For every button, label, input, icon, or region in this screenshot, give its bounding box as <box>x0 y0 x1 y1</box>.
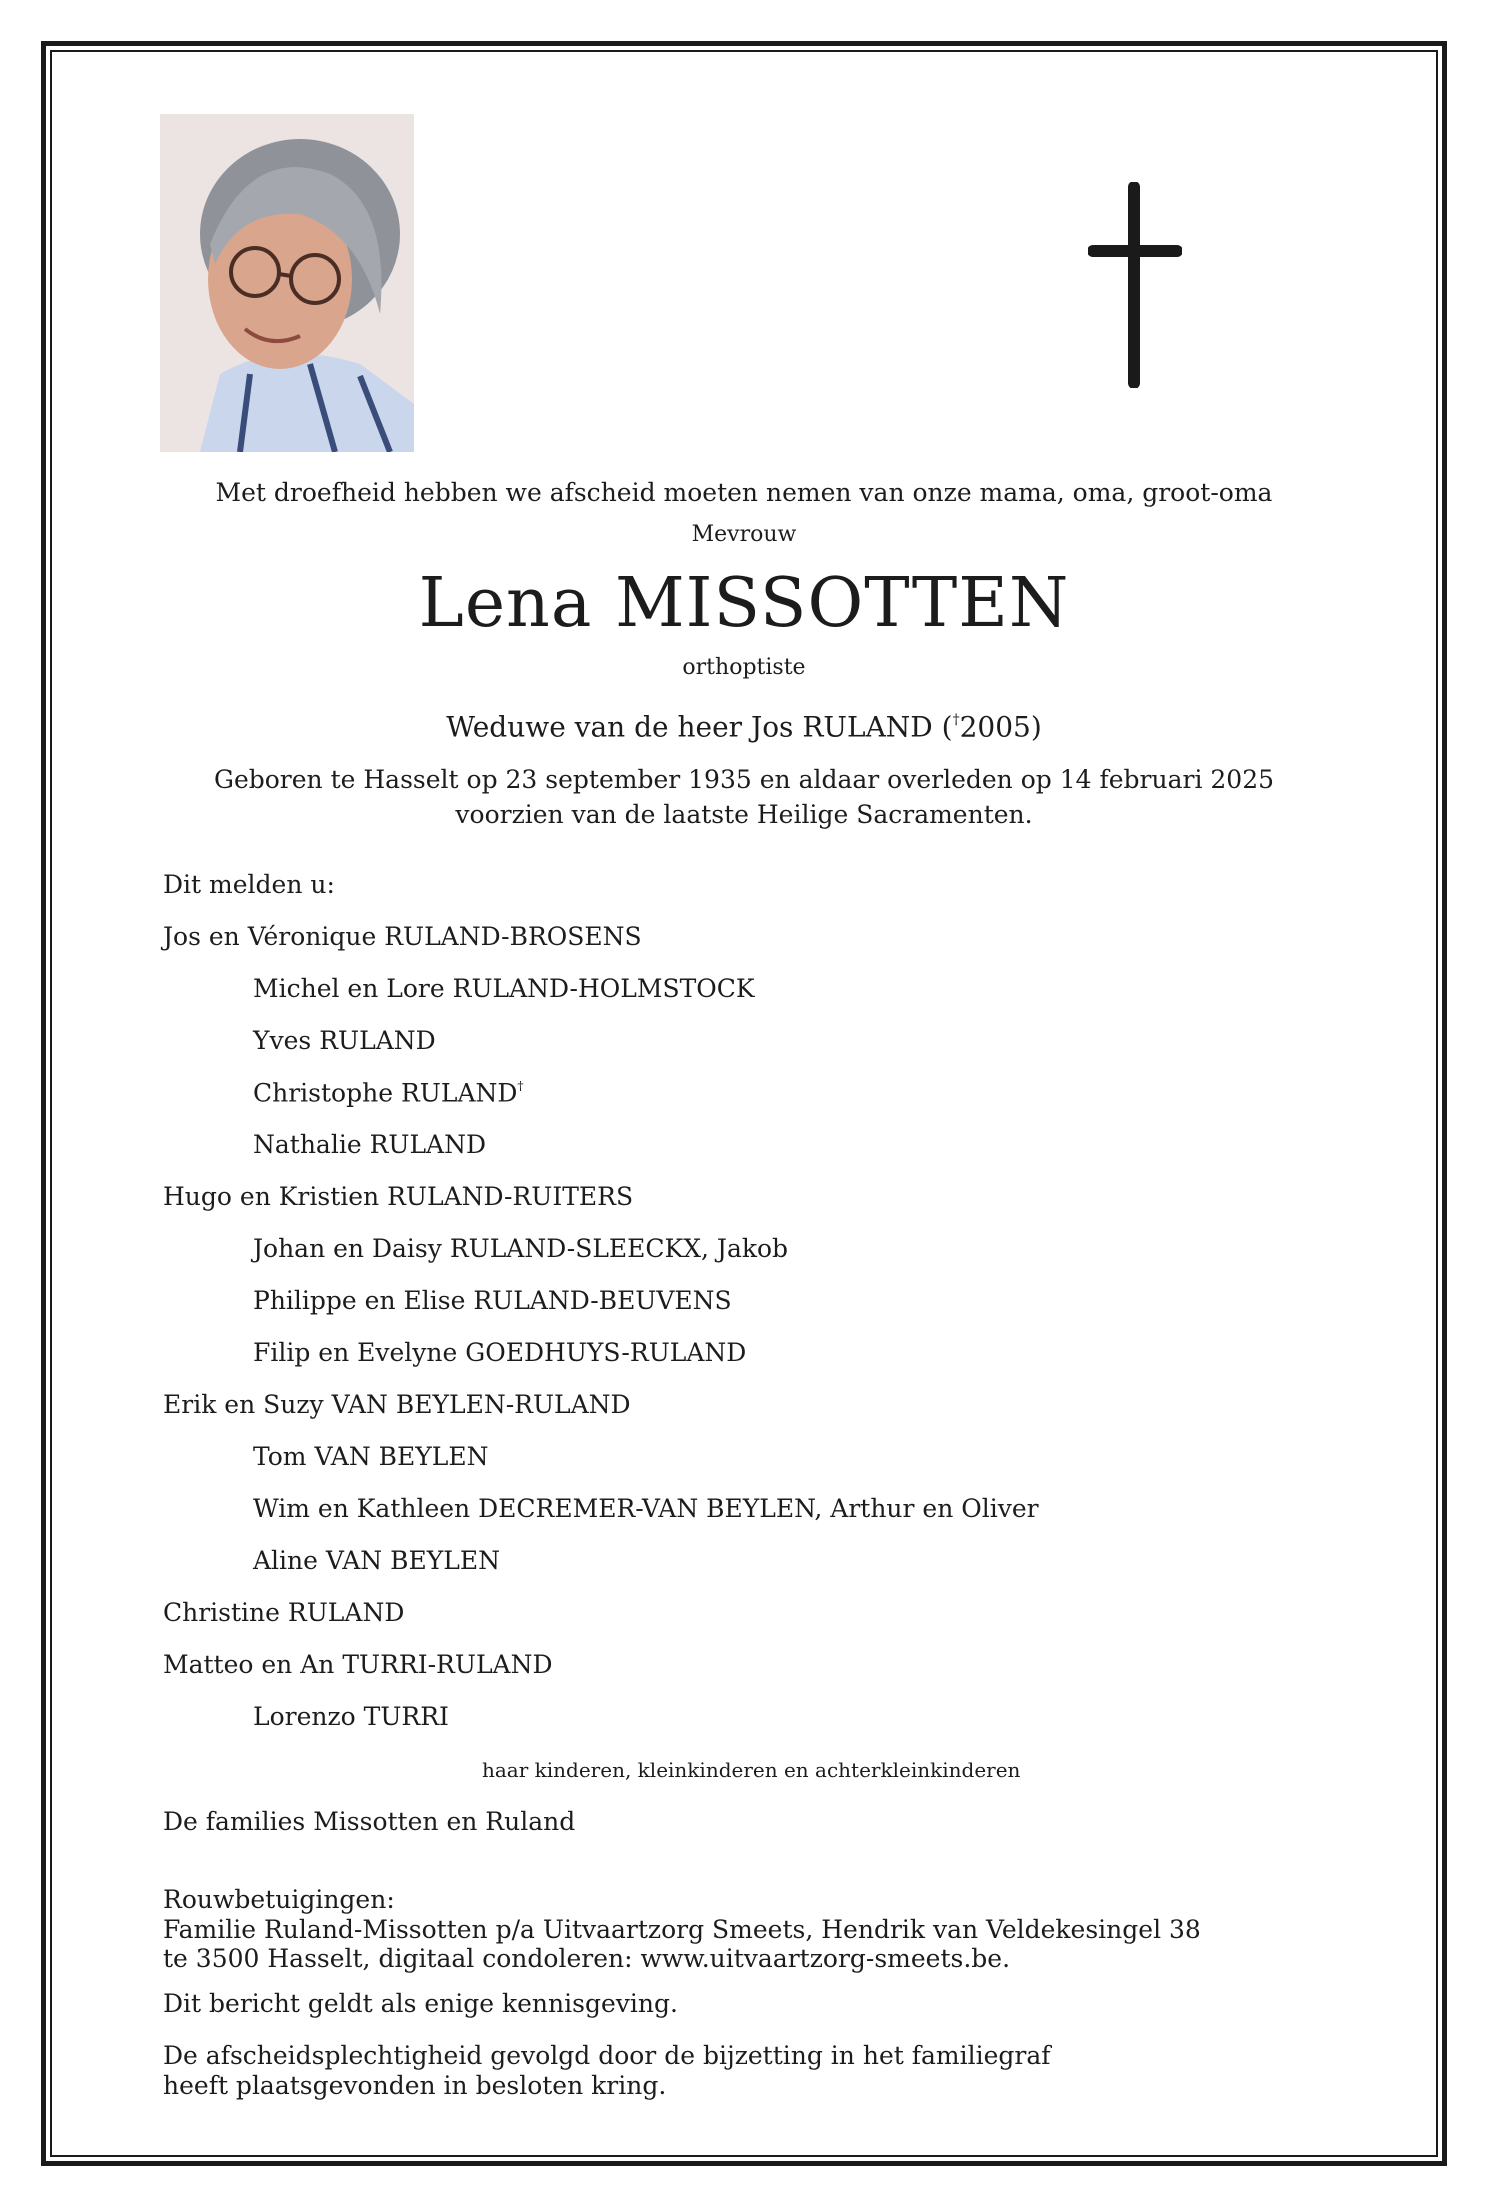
intro-text: Met droefheid hebben we afscheid moeten nemen van onze mama, oma, groot-oma <box>215 478 1273 507</box>
dagger-symbol: † <box>517 1078 524 1093</box>
family-member <box>253 1444 489 1469</box>
family-member <box>163 1652 553 1677</box>
family-member-name: Hugo en Kristien RULAND-RUITERS <box>163 1182 634 1211</box>
sacraments-text: voorzien van de laatste Heilige Sacramenten. <box>455 800 1033 829</box>
family-member <box>253 1132 486 1157</box>
family-member <box>253 1288 732 1313</box>
family-member <box>253 976 755 1001</box>
family-member-name: Aline VAN BEYLEN <box>253 1546 500 1575</box>
dagger-symbol: † <box>952 712 960 728</box>
condolences-label: Rouwbetuigingen: <box>163 1885 395 1914</box>
family-member <box>253 1496 1039 1521</box>
cross-icon <box>1088 182 1182 392</box>
family-member-name: Jos en Véronique RULAND-BROSENS <box>163 922 642 951</box>
ceremony-line-2: heeft plaatsgevonden in besloten kring. <box>163 2071 667 2100</box>
widow-text <box>0 710 1488 744</box>
notice-text: Dit bericht geldt als enige kennisgeving. <box>163 1989 678 2018</box>
family-member <box>163 924 642 949</box>
family-member-name: Erik en Suzy VAN BEYLEN-RULAND <box>163 1390 631 1419</box>
born-died-text: Geboren te Hasselt op 23 september 1935 en aldaar overleden op 14 februari 2025 <box>213 765 1275 794</box>
family-member <box>253 1548 500 1573</box>
families-text: De families Missotten en Ruland <box>163 1807 576 1836</box>
condolences-website: te 3500 Hasselt, digitaal condoleren: www.uitvaartzorg-smeets.be. <box>163 1944 1011 1973</box>
family-member <box>253 1340 746 1365</box>
family-member-name: Wim en Kathleen DECREMER-VAN BEYLEN, Arthur en Oliver <box>253 1494 1039 1523</box>
announce-text: Dit melden u: <box>163 870 335 899</box>
profession-text: orthoptiste <box>682 655 806 680</box>
family-member-name: Christine RULAND <box>163 1598 405 1627</box>
widow-prefix: Weduwe van de heer Jos RULAND ( <box>446 710 953 744</box>
family-member-name: Michel en Lore RULAND-HOLMSTOCK <box>253 974 755 1003</box>
family-member-name: Filip en Evelyne GOEDHUYS-RULAND <box>253 1338 747 1367</box>
family-summary: haar kinderen, kleinkinderen en achterkleinkinderen <box>482 1758 1021 1782</box>
family-member <box>253 1078 524 1108</box>
family-member-name: Tom VAN BEYLEN <box>253 1442 489 1471</box>
family-member-name: Nathalie RULAND <box>253 1130 487 1159</box>
title-text: Mevrouw <box>691 522 797 547</box>
family-member-name: Philippe en Elise RULAND-BEUVENS <box>253 1286 732 1315</box>
family-member-name: Matteo en An TURRI-RULAND <box>163 1650 553 1679</box>
portrait-photo <box>160 114 414 452</box>
family-member <box>253 1236 788 1261</box>
widow-year: 2005) <box>959 710 1042 744</box>
family-member <box>163 1184 633 1209</box>
family-member <box>253 1704 449 1729</box>
family-member <box>163 1392 631 1417</box>
deceased-name: Lena MISSOTTEN <box>418 564 1070 643</box>
family-member-name: Johan en Daisy RULAND-SLEECKX, Jakob <box>253 1234 789 1263</box>
family-member-name: Christophe RULAND <box>253 1078 518 1108</box>
family-member-name: Lorenzo TURRI <box>253 1702 449 1731</box>
family-member <box>163 1600 404 1625</box>
family-member-name: Yves RULAND <box>253 1026 436 1055</box>
family-member <box>253 1028 436 1053</box>
condolences-address: Familie Ruland-Missotten p/a Uitvaartzorg Smeets, Hendrik van Veldekesingel 38 <box>163 1915 1201 1944</box>
ceremony-line-1: De afscheidsplechtigheid gevolgd door de bijzetting in het familiegraf <box>163 2041 1051 2070</box>
